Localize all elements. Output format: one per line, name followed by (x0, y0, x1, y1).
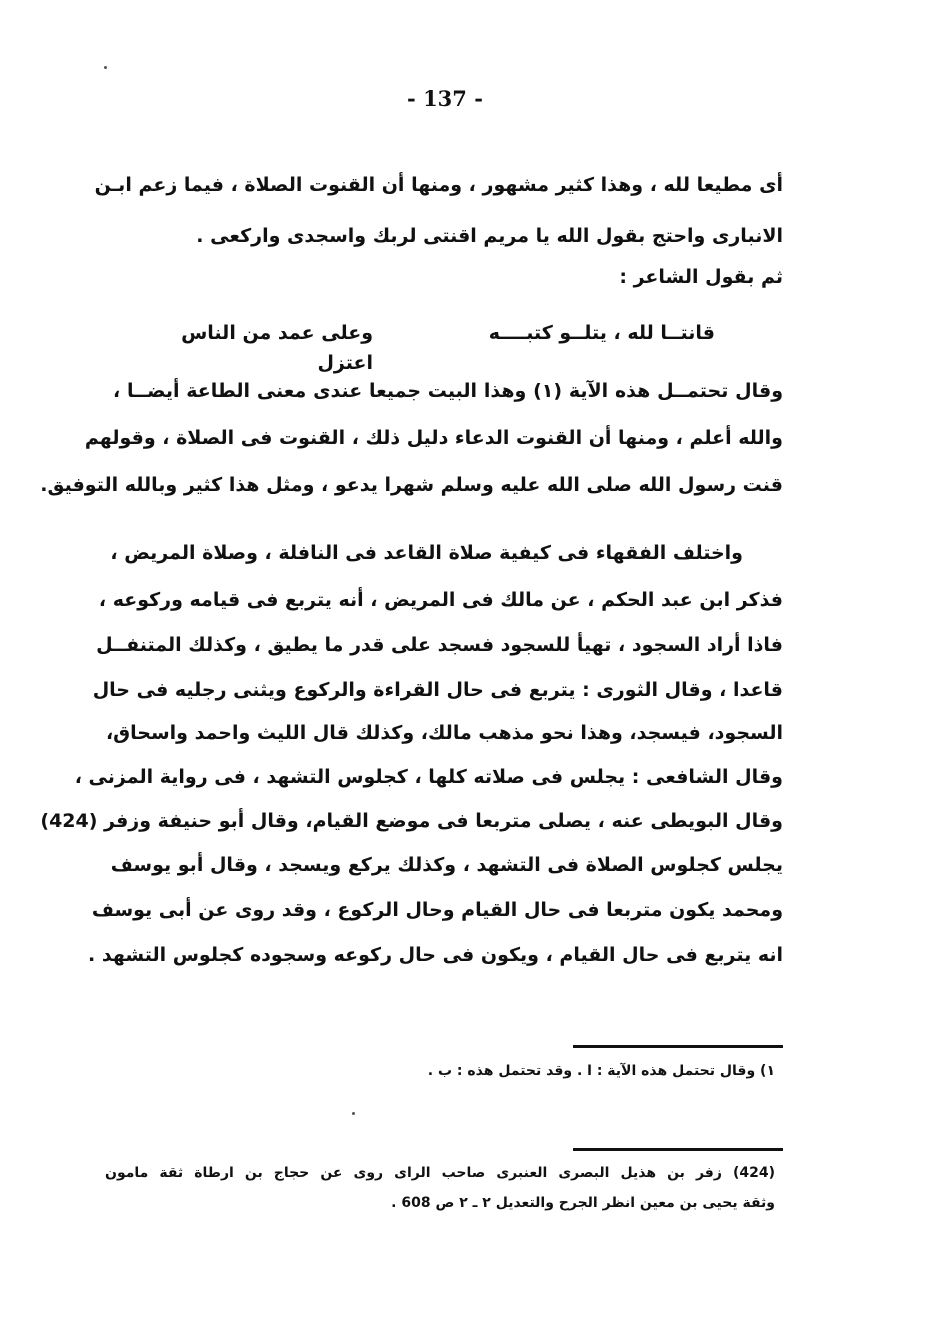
page-number: - 137 - (407, 86, 483, 111)
text-line: ومحمد يكون متربعا فى حال القيام وحال الركوع ، وقد روى عن أبى يوسف (91, 899, 783, 921)
footnote-1: ١) وقال تحتمل هذه الآية : ا . وقد تحتمل هذه : ب . (427, 1063, 775, 1079)
poetry-verse (143, 318, 783, 374)
text-line: وقال الشافعى : يجلس فى صلاته كلها ، كجلوس التشهد ، فى رواية المزنى ، (74, 766, 783, 788)
footnote-424-line: وثقة يحيى بن معين انظر الجرح والتعديل ٢ ـ ٢ ص 608 . (391, 1195, 775, 1211)
text-line-intro: ثم بقول الشاعر : (619, 266, 783, 288)
text-line: السجود، فيسجد، وهذا نحو مذهب مالك، وكذلك قال الليث واحمد واسحاق، (105, 722, 783, 744)
text-line: قاعدا ، وقال الثورى : يتربع فى حال القراءة والركوع ويثنى رجليه فى حال (92, 679, 783, 701)
text-line: فذكر ابن عبد الحكم ، عن مالك فى المريض ، أنه يتربع فى قيامه وركوعه ، (98, 589, 783, 611)
text-line: انه يتربع فى حال القيام ، ويكون فى حال ركوعه وسجوده كجلوس التشهد . (88, 944, 783, 966)
text-line: الانبارى واحتج بقول الله يا مريم اقنتى لربك واسجدى واركعى . (196, 225, 783, 247)
text-line: أى مطيعا لله ، وهذا كثير مشهور ، ومنها أن القنوت الصلاة ، فيما زعم ابـن (94, 174, 783, 196)
text-line: والله أعلم ، ومنها أن القنوت الدعاء دليل ذلك ، القنوت فى الصلاة ، وقولهم (84, 427, 783, 449)
text-line: يجلس كجلوس الصلاة فى التشهد ، وكذلك يركع ويسجد ، وقال أبو يوسف (110, 854, 783, 876)
text-line: وقال البويطى عنه ، يصلى متربعا فى موضع القيام، وقال أبو حنيفة وزفر (424) (40, 810, 783, 832)
scan-speck (104, 66, 107, 69)
text-line: وقال تحتمــل هذه الآية (١) وهذا البيت جميعا عندى معنى الطاعة أيضــا ، (113, 380, 784, 402)
scan-speck (352, 1112, 355, 1115)
verse-second-hemistich: وعلى عمد من الناس اعتزل (181, 322, 373, 374)
footnote-424-line: (424) زفر بن هذيل البصرى العنبرى صاحب الراى روى عن حجاج بن ارطاة ثقة مامون (105, 1165, 775, 1181)
footnote-separator (573, 1045, 783, 1048)
footnote-separator (573, 1148, 783, 1151)
text-line: قنت رسول الله صلى الله عليه وسلم شهرا يدعو ، ومثل هذا كثير وبالله التوفيق. (40, 474, 783, 496)
verse-first-hemistich: قانتــا لله ، يتلــو كتبــــه (488, 322, 715, 344)
text-line: فاذا أراد السجود ، تهيأ للسجود فسجد على قدر ما يطيق ، وكذلك المتنفــل (96, 634, 783, 656)
text-line: واختلف الفقهاء فى كيفية صلاة القاعد فى النافلة ، وصلاة المريض ، (110, 542, 743, 564)
